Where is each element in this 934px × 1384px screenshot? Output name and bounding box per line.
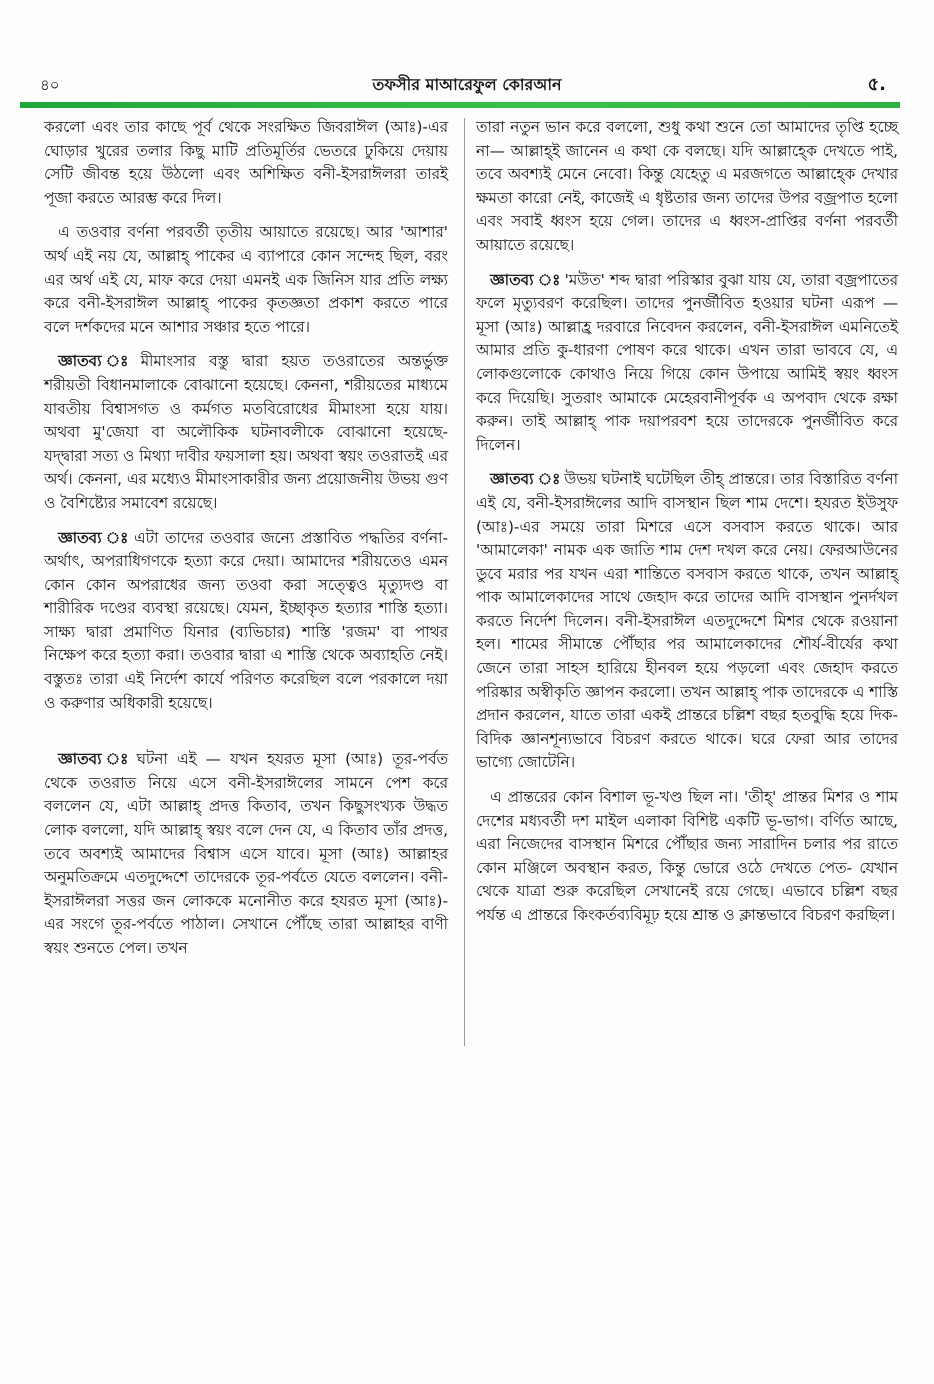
note-paragraph: [44, 527, 448, 716]
page-number-right: ৫.: [867, 74, 886, 95]
paragraph: [44, 221, 448, 339]
right-column: [476, 116, 898, 939]
header-rule: [20, 102, 900, 108]
paragraph-text: তারা নতুন ভান করে বললো, শুধু কথা শুনে তো আমাদের তৃপ্তি হচ্ছে না— আল্লাহ্ই জানেন এ কথা কে বলছে। যদি আল্লাহ্কে দেখতে পাই, তবে অবশ্যই মেনে নেবো। কিন্তু যেহেতু এ মরজগতে আল্লাহ্কে দেখার ক্ষমতা কারো নেই, কাজেই এ ধৃষ্টতার জন্য তাদের উপর বজ্রপাত হলো এবং সবাই ধ্বংস হয়ে গেল। তাদের এ ধ্বংস-প্রাপ্তির বর্ণনা পরবর্তী আয়াতে রয়েছে।: [476, 118, 898, 254]
note-label: জ্ঞাতব্য ঃ: [58, 750, 133, 769]
paragraph-text: করলো এবং তার কাছে পূর্ব থেকে সংরক্ষিত জিবরাঈল (আঃ)-এর ঘোড়ার খুরের তলার কিছু মাটি প্রতিমূর্তির ভেতরে ঢুকিয়ে দেয়ায় সেটি জীবন্ত হয়ে উঠলো এবং অশিক্ষিত বনী-ইসরাঈলরা তারই পূজা করতে আরম্ভ করে দিল।: [44, 118, 448, 207]
paragraph: [476, 786, 898, 928]
left-column: [44, 116, 448, 972]
paragraph-text: 'মউত' শব্দ দ্বারা পরিস্কার বুঝা যায় যে, তারা বজ্রপাতের ফলে মৃত্যুবরণ করেছিল। তাদের পুনর্জীবিত হওয়ার ঘটনা এরূপ — মূসা (আঃ) আল্লাহ্র দরবারে নিবেদন করলেন, বনী-ইসরাঈল এমনিতেই আমার প্রতি কু-ধারণা পোষণ করে থাকে। এখন তারা ভাববে যে, এ লোকগুলোকে কোথাও নিয়ে গিয়ে কোন উপায়ে আমিই স্বয়ং ধ্বংস করে দিয়েছি। সুতরাং আমাকে মেহেরবানীপূর্বক এ অপবাদ থেকে রক্ষা করুন। তাই আল্লাহ্ পাক দয়াপরবশ হয়ে তাদেরকে পুনর্জীবিত করে দিলেন।: [476, 270, 899, 454]
note-paragraph: [476, 269, 898, 458]
note-paragraph: [44, 350, 448, 515]
running-title: তফসীর মাআরেফুল কোরআন: [372, 75, 562, 94]
paragraph: [44, 116, 448, 210]
paragraph-text: এ প্রান্তরের কোন বিশাল ভূ-খণ্ড ছিল না। 'তীহ্' প্রান্তর মিশর ও শাম দেশের মধ্যবর্তী দশ মাইল এলাকা বিশিষ্ট একটি ভূ-ভাগ। বর্ণিত আছে, এরা নিজেদের বাসস্থান মিশরে পৌঁছার জন্য সারাদিন চলার পর রাতে কোন মঞ্জিলে অবস্থান করত, কিন্তু ভোরে ওঠে দেখতে পেত- যেখান থেকে যাত্রা শুরু করেছিল সেখানেই রয়ে গেছে। এভাবে চল্লিশ বছর পর্যন্ত এ প্রান্তরে কিংকর্তব্যবিমূঢ় হয়ে শ্রান্ত ও ক্লান্তভাবে বিচরণ করছিল।: [476, 788, 898, 924]
paragraph-text: উভয় ঘটনাই ঘটেছিল তীহ্ প্রান্তরে। তার বিস্তারিত বর্ণনা এই যে, বনী-ইসরাঈলের আদি বাসস্থান ছিল শাম দেশে। হযরত ইউসুফ (আঃ)-এর সময়ে তারা মিশরে এসে বসবাস করতে থাকে। আর 'আমালেকা' নামক এক জাতি শাম দেশ দখল করে নেয়। ফেরআউনের ডুবে মরার পর যখন এরা শান্তিতে বসবাস করতে থাকে, তখন আল্লাহ্ পাক আমালেকাদের সাথে জেহাদ করে তাদের আদি বাসস্থান পুনর্দখল করতে নির্দেশ দিলেন। বনী-ইসরাঈল এতদুদ্দেশে মিশর থেকে রওয়ানা হল। শামের সীমান্তে পৌঁছার পর আমালেকাদের শৌর্য-বীর্যের কথা জেনে তারা সাহস হারিয়ে হীনবল হয়ে পড়লো এবং জেহাদ করতে পরিষ্কার অস্বীকৃতি জ্ঞাপন করলো। তখন আল্লাহ্ পাক তাদেরকে এ শাস্তি প্রদান করলেন, যাতে তারা একই প্রান্তরে চল্লিশ বছর হতবুদ্ধি হয়ে দিক-বিদিক জ্ঞানশূন্যভাবে বিচরণ করতে থাকে। ঘরে ফেরা আর তাদের ভাগ্যে জোটেনি।: [476, 470, 899, 772]
note-paragraph: [476, 468, 898, 775]
note-label: জ্ঞাতব্য ঃ: [58, 352, 137, 371]
note-label: জ্ঞাতব্য ঃ: [58, 528, 130, 547]
paragraph: [476, 116, 898, 258]
page-number-left: ৪০: [40, 76, 60, 94]
note-label: জ্ঞাতব্য ঃ: [490, 470, 561, 489]
note-paragraph: [44, 748, 448, 960]
paragraph-text: এ তওবার বর্ণনা পরবর্তী তৃতীয় আয়াতে রয়েছে। আর 'আশার' অর্থ এই নয় যে, আল্লাহ্ পাকের এ ব্যাপারে কোন সন্দেহ ছিল, বরং এর অর্থ এই যে, মাফ করে দেয়া এমনই এক জিনিস যার প্রতি লক্ষ্য করে বনী-ইসরাঈল আল্লাহ্ পাকের কৃতজ্ঞতা প্রকাশ করতে পারে বলে দর্শকদের মনে আশার সঞ্চার হতে পারে।: [44, 223, 448, 336]
paragraph-text: মীমাংসার বস্তু দ্বারা হয়ত তওরাতের অন্তর্ভুক্ত শরীয়তী বিধানমালাকে বোঝানো হয়েছে। কেননা, শরীয়তের মাধ্যমে যাবতীয় বিশ্বাসগত ও কর্মগত মতবিরোধের মীমাংসা হয়ে যায়। অথবা মু'জেযা বা অলৌকিক ঘটনাবলীকে বোঝানো হয়েছে- যদ্দ্বারা সত্য ও মিথ্যা দাবীর ফয়সালা হয়। অথবা স্বয়ং তওরাতই এর অর্থ। কেননা, এর মধ্যেও মীমাংসাকারীর জন্য প্রয়োজনীয় উভয় গুণ ও বৈশিষ্ট্যের সমাবেশ রয়েছে।: [44, 352, 448, 512]
spacer: [44, 726, 448, 748]
column-divider: [464, 118, 465, 1046]
note-label: জ্ঞাতব্য ঃ: [490, 270, 561, 289]
paragraph-text: এটা তাদের তওবার জন্যে প্রস্তাবিত পদ্ধতির বর্ণনা- অর্থাৎ, অপরাধিগণকে হত্যা করে দেয়া। আমাদের শরীয়তেও এমন কোন কোন অপরাধের জন্য তওবা করা সত্ত্বেও মৃত্যুদণ্ড বা শারীরিক দণ্ডের ব্যবস্থা রয়েছে। যেমন, ইচ্ছাকৃত হত্যার শাস্তি হত্যা। সাক্ষ্য দ্বারা প্রমাণিত যিনার (ব্যভিচার) শাস্তি 'রজম' বা পাথর নিক্ষেপ করে হত্যা করা। তওবার দ্বারা এ শাস্তি থেকে অব্যাহতি নেই। বস্তুতঃ তারা এই নির্দেশ কার্যে পরিণত করেছিল বলে পরকালে দয়া ও করুণার অধিকারী হয়েছে।: [44, 528, 448, 712]
page-header: [20, 62, 914, 102]
paragraph-text: ঘটনা এই — যখন হযরত মূসা (আঃ) তূর-পর্বত থেকে তওরাত নিয়ে এসে বনী-ইসরাঈলের সামনে পেশ করে বললেন যে, এটা আল্লাহ্ প্রদত্ত কিতাব, তখন কিছুসংখ্যক উদ্ধত লোক বললো, যদি আল্লাহ্ স্বয়ং বলে দেন যে, এ কিতাব তাঁর প্রদত্ত, তবে অবশ্যই আমাদের বিশ্বাস এসে যাবে। মূসা (আঃ) আল্লাহর অনুমতিক্রমে এতদুদ্দেশে তাদেরকে তূর-পর্বতে যেতে বললেন। বনী-ইসরাঈলরা সত্তর জন লোককে মনোনীত করে হযরত মূসা (আঃ)-এর সংগে তূর-পর্বতে পাঠাল। সেখানে পৌঁছে তারা আল্লাহর বাণী স্বয়ং শুনতে পেল। তখন: [44, 750, 449, 957]
